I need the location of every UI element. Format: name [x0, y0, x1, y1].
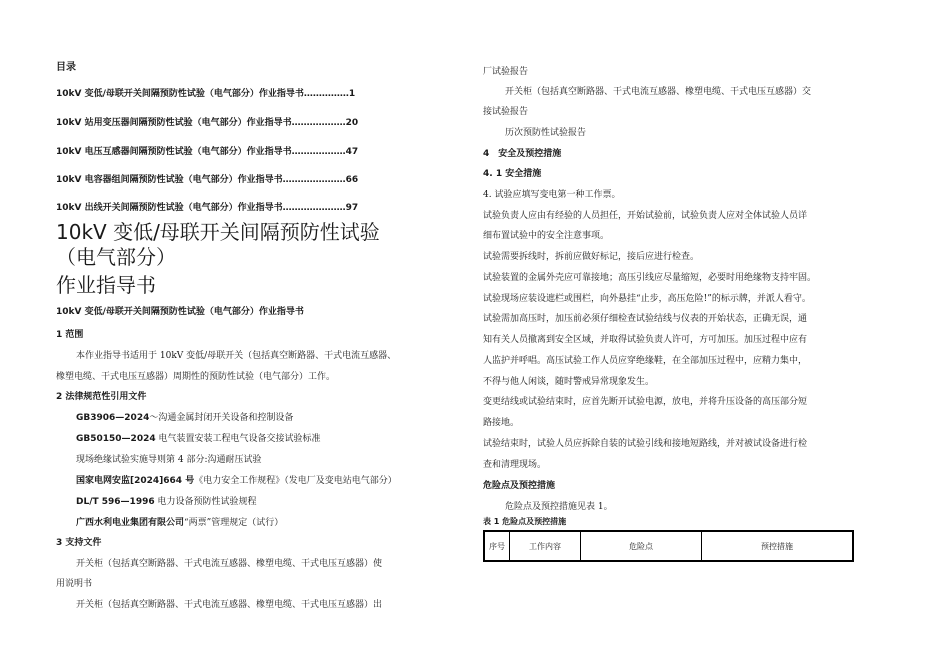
- toc-item[interactable]: 10kV 电容器组间隔预防性试验（电气部分）作业指导书…………………66: [56, 175, 359, 185]
- safety-line: 试验负责人应由有经验的人员担任，开始试验前，试验负责人应对全体试验人员详: [483, 211, 808, 221]
- safety-line: 试验结束时，试验人员应拆除自装的试验引线和接地短路线，并对被试设备进行检: [483, 439, 808, 449]
- reference-item: DL/T 596—1996 电力设备预防性试验规程: [76, 497, 257, 507]
- safety-line: 4. 试验应填写变电第一种工作票。: [483, 190, 621, 200]
- safety-line: 人监护并呼唱。高压试验工作人员应穿绝缘鞋，在全部加压过程中，应精力集中，: [483, 356, 808, 366]
- big-title-line-1: 10kV 变低/母联开关间隔预防性试验: [56, 220, 380, 244]
- safety-line: 试验需加高压时，加压前必须仔细检查试验结线与仪表的开始状态，正确无误，通: [483, 314, 808, 324]
- danger-heading: 危险点及预控措施: [483, 481, 556, 491]
- section-2-heading: 2 法律规范性引用文件: [56, 392, 147, 402]
- table-header-cell: 危险点: [581, 531, 702, 561]
- section-1-heading: 1 范围: [56, 330, 84, 340]
- toc-item[interactable]: 10kV 出线开关间隔预防性试验（电气部分）作业指导书…………………97: [56, 203, 359, 213]
- safety-line: 试验需要拆线时，拆前应做好标记，接后应进行检查。: [483, 252, 700, 262]
- sub-title: 10kV 变低/母联开关间隔预防性试验（电气部分）作业指导书: [56, 307, 304, 317]
- safety-line: 变更结线或试验结束时，应首先断开试验电源，放电，并将升压设备的高压部分短: [483, 397, 808, 407]
- continued-text: 开关柜（包括真空断路器、干式电流互感器、橡塑电缆、干式电压互感器）交: [505, 87, 812, 97]
- continued-text: 厂试验报告: [483, 67, 529, 77]
- table-caption: 表 1 危险点及预控措施: [483, 517, 567, 526]
- big-title-line-3: 作业指导书: [56, 273, 156, 297]
- toc-item[interactable]: 10kV 变低/母联开关间隔预防性试验（电气部分）作业指导书……………1: [56, 89, 356, 99]
- table-header-cell: 工作内容: [510, 531, 581, 561]
- continued-text: 历次预防性试验报告: [505, 128, 587, 138]
- safety-line: 路接地。: [483, 418, 520, 428]
- section-4-1-heading: 4. 1 安全措施: [483, 169, 542, 179]
- reference-item: GB3906—2024～沟通金属封闭开关设备和控制设备: [76, 413, 294, 423]
- section-1-text: 本作业指导书适用于 10kV 变低/母联开关（包括真空断路器、干式电流互感器、: [76, 351, 397, 361]
- section-3-text: 开关柜（包括真空断路器、干式电流互感器、橡塑电缆、干式电压互感器）出: [76, 600, 383, 610]
- toc-item[interactable]: 10kV 站用变压器间隔预防性试验（电气部分）作业指导书………………20: [56, 118, 359, 128]
- risk-table: [483, 530, 854, 562]
- reference-item: 国家电网安监[2024]664 号《电力安全工作规程》（发电厂及变电站电气部分）: [76, 476, 397, 486]
- section-3-text: 开关柜（包括真空断路器、干式电流互感器、橡塑电缆、干式电压互感器）使: [76, 559, 383, 569]
- safety-line: 查和清理现场。: [483, 460, 547, 470]
- continued-text: 接试验报告: [483, 107, 529, 117]
- section-3-text: 用说明书: [56, 579, 93, 589]
- safety-line: 知有关人员撤离到安全区域，并取得试验负责人许可，方可加压。加压过程中应有: [483, 335, 808, 345]
- safety-line: 细布置试验中的安全注意事项。: [483, 231, 610, 241]
- reference-item: 现场绝缘试验实施导则第 4 部分:沟通耐压试验: [76, 455, 262, 465]
- table-header-cell: 预控措施: [702, 531, 854, 561]
- table-header-row: [484, 531, 853, 561]
- section-3-heading: 3 支持文件: [56, 538, 102, 548]
- toc-heading: 目录: [56, 62, 76, 73]
- section-4-heading: 4 安全及预控措施: [483, 149, 562, 159]
- table-header-cell: 序号: [484, 531, 510, 561]
- safety-line: 不得与他人闲谈，随时警戒异常现象发生。: [483, 377, 655, 387]
- section-1-text: 橡塑电缆、干式电压互感器）周期性的预防性试验（电气部分）工作。: [56, 372, 336, 382]
- reference-item: 广西水利电业集团有限公司“两票”管理规定（试行）: [76, 518, 284, 528]
- big-title-line-2: （电气部分）: [56, 245, 176, 269]
- toc-item[interactable]: 10kV 电压互感器间隔预防性试验（电气部分）作业指导书………………47: [56, 147, 359, 157]
- safety-line: 试验现场应装设遮栏或围栏，向外悬挂“止步，高压危险!”的标示牌，并派人看守。: [483, 294, 811, 304]
- safety-line: 试验装置的金属外壳应可靠接地；高压引线应尽量缩短，必要时用绝缘物支持牢固。: [483, 273, 817, 283]
- danger-text: 危险点及预控措施见表 1。: [505, 502, 613, 512]
- reference-item: GB50150—2024 电气装置安装工程电气设备交接试验标准: [76, 434, 321, 444]
